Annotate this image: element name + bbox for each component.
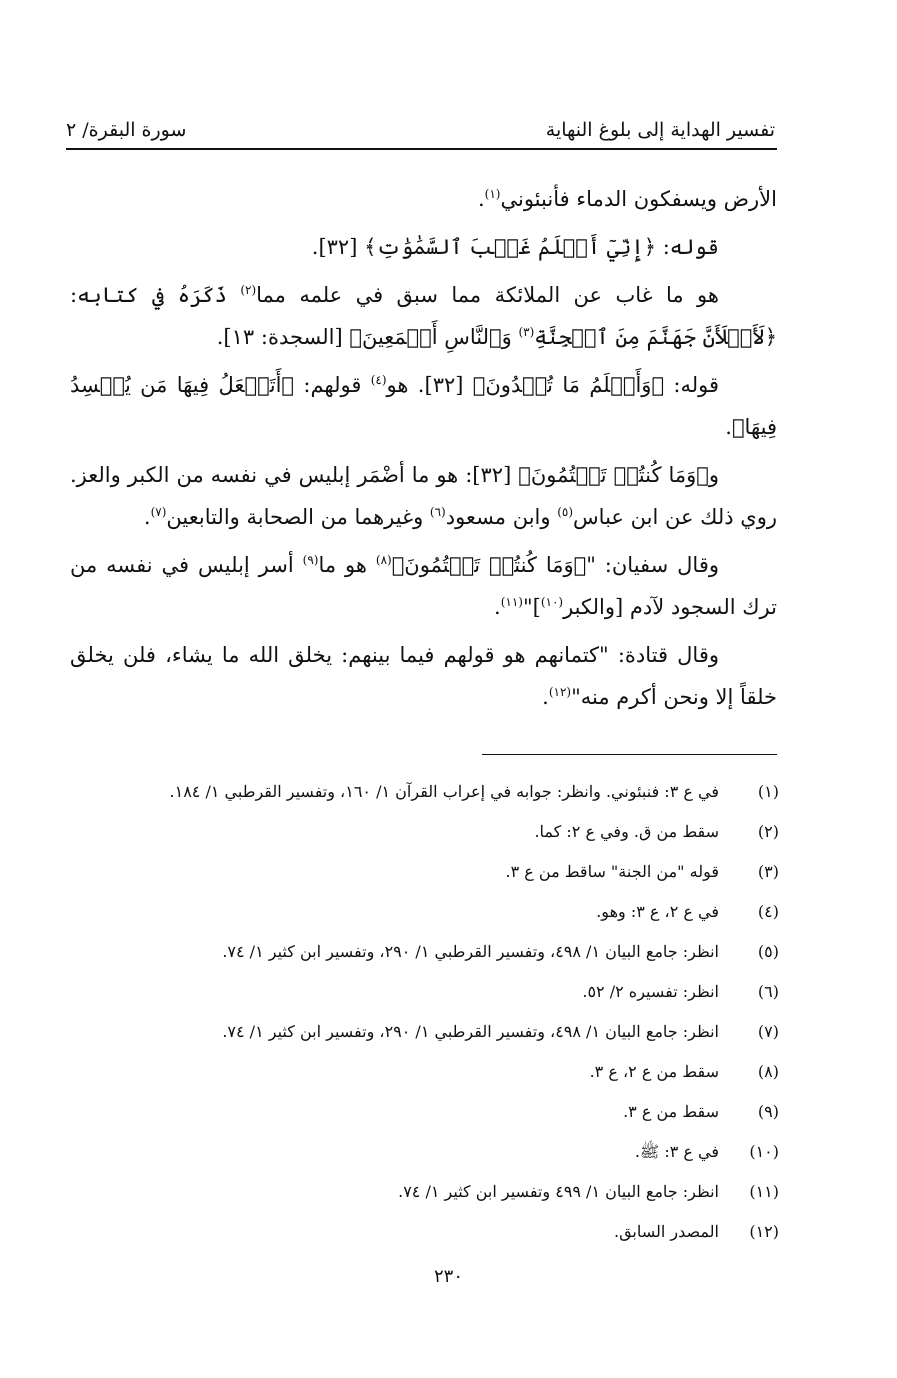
text-run: [٣٢]. هو xyxy=(386,373,473,397)
paragraph-2 xyxy=(70,226,777,268)
text-run: قوله: xyxy=(656,235,719,259)
text-run: . xyxy=(725,415,732,439)
footnote-marker: (٤) xyxy=(370,373,387,387)
text-run: الأرض ويسفكون الدماء فأنبئوني xyxy=(500,187,777,211)
footnote-number: (١٢) xyxy=(749,1222,779,1241)
footnote-text: في ع ٣: ﷺ. xyxy=(634,1142,719,1161)
text-run: . xyxy=(477,187,485,211)
footnote-number: (٧) xyxy=(757,1022,779,1041)
text-run: قوله: xyxy=(664,373,720,397)
paragraph-4 xyxy=(70,364,777,448)
main-text xyxy=(70,178,777,724)
text-run: ]" xyxy=(522,595,541,619)
footnote-item xyxy=(90,772,779,812)
header-divider xyxy=(66,148,777,150)
text-run: [السجدة: ١٣]. xyxy=(216,325,350,349)
paragraph-5 xyxy=(70,454,777,538)
text-run: ذَكَرَهُ في كتابه: xyxy=(70,283,241,307)
footnote-text: سقط من ع ٢، ع ٣. xyxy=(589,1062,719,1081)
footnote-number: (٤) xyxy=(757,902,779,921)
footnote-text: انظر: جامع البيان ١/ ٤٩٩ وتفسير ابن كثير ١/ ٧٤. xyxy=(398,1182,719,1201)
footnote-marker: (٥) xyxy=(557,505,574,519)
footnote-number: (١١) xyxy=(749,1182,779,1201)
footnote-item xyxy=(90,1172,779,1212)
footnote-item xyxy=(90,1012,779,1052)
quran-verse: ﴿إِنِّيٓ أَعۡلَمُ غَيۡبَ ٱلسَّمَٰوَٰتِ﴾ xyxy=(364,235,657,259)
footnote-marker: (١١) xyxy=(500,595,523,609)
footnote-number: (٣) xyxy=(757,862,779,881)
book-title: تفسير الهداية إلى بلوغ النهاية xyxy=(545,119,775,141)
footnote-marker: (٧) xyxy=(150,505,167,519)
surah-label: سورة البقرة/ ٢ xyxy=(66,119,187,141)
text-run: وابن مسعود xyxy=(445,505,558,529)
footnote-item xyxy=(90,1212,779,1252)
footnote-item xyxy=(90,972,779,1012)
text-run: هو ما xyxy=(318,553,376,577)
text-run: . xyxy=(494,595,501,619)
quran-verse: ﴿لَأَمۡلَأَنَّ جَهَنَّمَ مِنَ ٱلۡجِنَّةِ xyxy=(534,325,777,349)
footnote-text: انظر: جامع البيان ١/ ٤٩٨، وتفسير القرطبي ١/ ٢٩٠، وتفسير ابن كثير ١/ ٧٤. xyxy=(222,1022,719,1041)
footnote-text: انظر: تفسيره ٢/ ٥٢. xyxy=(582,982,719,1001)
footnote-text: المصدر السابق. xyxy=(613,1222,719,1241)
footnote-marker: (٣) xyxy=(518,325,535,339)
footnote-marker: (٩) xyxy=(302,553,319,567)
quran-verse: وَٱلنَّاسِ أَجۡمَعِينَ﴾ xyxy=(349,325,519,349)
footnote-marker: (٢) xyxy=(240,283,257,297)
footnote-item xyxy=(90,1132,779,1172)
footnote-number: (٨) xyxy=(757,1062,779,1081)
footnote-marker: (٨) xyxy=(375,553,392,567)
text-run: وغيرهما من الصحابة والتابعين xyxy=(166,505,430,529)
footnote-text: انظر: جامع البيان ١/ ٤٩٨، وتفسير القرطبي ١/ ٢٩٠، وتفسير ابن كثير ١/ ٧٤. xyxy=(222,942,719,961)
footnote-number: (٢) xyxy=(757,822,779,841)
footnote-item xyxy=(90,812,779,852)
footnote-item xyxy=(90,892,779,932)
paragraph-6 xyxy=(70,544,777,628)
footnote-item xyxy=(90,1092,779,1132)
quran-verse: ﴿أَتَجۡعَلُ فِيهَا مَن يُفۡسِدُ فِيهَا﴾ xyxy=(70,373,777,439)
quran-verse: ﴿وَمَا كُنتُمۡ تَكۡتُمُونَ﴾ xyxy=(391,553,587,577)
text-run: [٣٢]: هو ما أضْمَر إبليس في نفسه من الكبر والعز. روي ذلك عن ابن عباس xyxy=(70,463,777,529)
paragraph-1 xyxy=(70,178,777,220)
footnote-separator xyxy=(482,754,777,755)
footnote-number: (٦) xyxy=(757,982,779,1001)
page-number: ٢٣٠ xyxy=(433,1266,463,1287)
text-run: أسر إبليس في نفسه من ترك السجود لآدم [والكبر xyxy=(70,553,777,619)
footnote-marker: (١) xyxy=(484,187,501,201)
footnote-number: (١) xyxy=(757,782,779,801)
quran-verse: ﴿وَمَا كُنتُمۡ تَكۡتُمُونَ﴾ xyxy=(518,463,709,487)
text-run: وقال سفيان: " xyxy=(586,553,720,577)
text-run: و xyxy=(708,463,720,487)
footnote-text: سقط من ع ٣. xyxy=(623,1102,719,1121)
running-header xyxy=(66,112,775,148)
text-run: قولهم: xyxy=(294,373,371,397)
text-run: [٣٢]. xyxy=(311,235,365,259)
footnote-text: في ع ٢، ع ٣: وهو. xyxy=(596,902,719,921)
footnote-marker: (٦) xyxy=(429,505,446,519)
footnote-marker: (١٠) xyxy=(540,595,564,609)
paragraph-3 xyxy=(70,274,777,358)
text-run: هو ما غاب عن الملائكة مما سبق في علمه مما xyxy=(256,283,719,307)
text-run: . xyxy=(542,685,549,709)
footnote-item xyxy=(90,932,779,972)
footnote-text: سقط من ق. وفي ع ٢: كما. xyxy=(534,822,719,841)
text-run: وقال قتادة: "كتمانهم هو قولهم فيما بينهم: يخلق الله ما يشاء، فلن يخلق خلقاً إلا ونحن أكرم منه" xyxy=(70,643,777,709)
footnote-number: (١٠) xyxy=(749,1142,779,1161)
footnote-number: (٩) xyxy=(757,1102,779,1121)
footnotes-list xyxy=(90,772,779,1252)
quran-verse: ﴿وَأَعۡلَمُ مَا تُبۡدُونَ﴾ xyxy=(472,373,665,397)
footnote-item xyxy=(90,852,779,892)
paragraph-7 xyxy=(70,634,777,718)
footnote-item xyxy=(90,1052,779,1092)
footnote-text: في ع ٣: فنبئوني. وانظر: جوابه في إعراب القرآن ١/ ١٦٠، وتفسير القرطبي ١/ ١٨٤. xyxy=(169,782,719,801)
text-run: . xyxy=(143,505,151,529)
footnote-number: (٥) xyxy=(757,942,779,961)
footnote-text: قوله "من الجنة" ساقط من ع ٣. xyxy=(505,862,719,881)
footnote-marker: (١٢) xyxy=(548,685,572,699)
